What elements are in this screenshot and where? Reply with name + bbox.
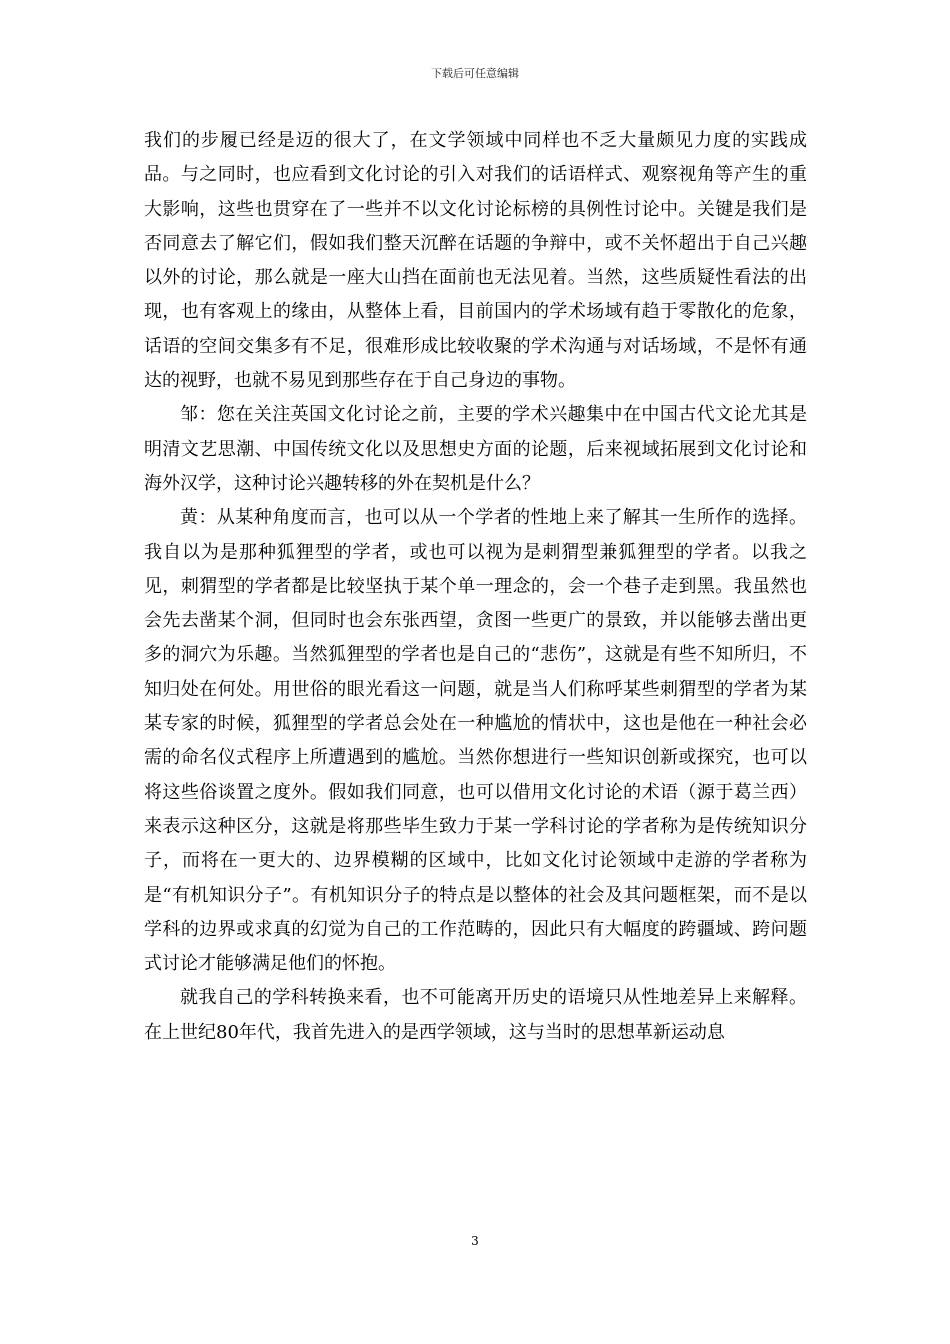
paragraph-4: 就我自己的学科转换来看，也不可能离开历史的语境只从性地差异上来解释。在上世纪80年代，我首先进入的是西学领域，这与当时的思想革新运动息 [144, 987, 807, 1043]
document-body [144, 124, 807, 1050]
paragraph-1: 我们的步履已经是迈的很大了，在文学领域中同样也不乏大量颇见力度的实践成品。与之同时，也应看到文化讨论的引入对我们的话语样式、观察视角等产生的重大影响，这些也贯穿在了一些并不以文化讨论标榜的具例性讨论中。关键是我们是否同意去了解它们，假如我们整天沉醉在话题的争辩中，或不关怀超出于自己兴趣以外的讨论，那么就是一座大山挡在面前也无法见着。当然，这些质疑性看法的出现，也有客观上的缘由，从整体上看，目前国内的学术场域有趋于零散化的危象，话语的空间交集多有不足，很难形成比较收聚的学术沟通与对话场域，不是怀有通达的视野，也就不易见到那些存在于自己身边的事物。 [144, 130, 807, 392]
paragraph-2-question: 邹：您在关注英国文化讨论之前，主要的学术兴趣集中在中国古代文论尤其是明清文艺思潮、中国传统文化以及思想史方面的论题，后来视域拓展到文化讨论和海外汉学，这种讨论兴趣转移的外在契机是什么？ [144, 404, 807, 494]
page-header-note: 下载后可任意编辑 [431, 67, 519, 80]
paragraph-3-answer: 黄：从某种角度而言，也可以从一个学者的性地上来了解其一生所作的选择。我自以为是那种狐狸型的学者，或也可以视为是刺猬型兼狐狸型的学者。以我之见，刺猬型的学者都是比较坚执于某个单一理念的，会一个巷子走到黑。我虽然也会先去凿某个洞，但同时也会东张西望，贪图一些更广的景致，并以能够去凿出更多的洞穴为乐趣。当然狐狸型的学者也是自己的“悲伤”，这就是有些不知所归，不知归处在何处。用世俗的眼光看这一问题，就是当人们称呼某些刺猬型的学者为某某专家的时候，狐狸型的学者总会处在一种尴尬的情状中，这也是他在一种社会必需的命名仪式程序上所遭遇到的尴尬。当然你想进行一些知识创新或探究，也可以将这些俗谈置之度外。假如我们同意，也可以借用文化讨论的术语（源于葛兰西）来表示这种区分，这就是将那些毕生致力于某一学科讨论的学者称为是传统知识分子，而将在一更大的、边界模糊的区域中，比如文化讨论领域中走游的学者称为是“有机知识分子”。有机知识分子的特点是以整体的社会及其问题框架，而不是以学科的边界或求真的幻觉为自己的工作范畴的，因此只有大幅度的跨疆域、跨问题式讨论才能够满足他们的怀抱。 [144, 507, 807, 975]
page-number: 3 [471, 1234, 479, 1248]
